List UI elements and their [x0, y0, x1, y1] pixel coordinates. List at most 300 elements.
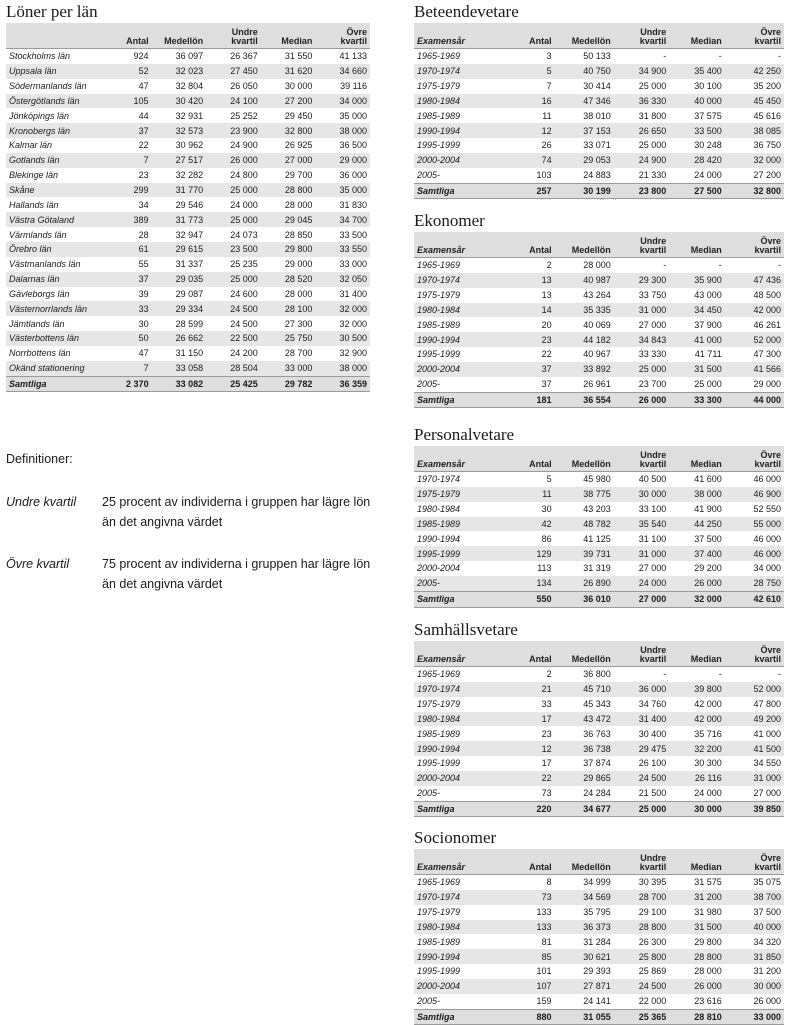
table-cell: 26 662	[152, 331, 207, 346]
row-label: Västmanlands län	[9, 259, 81, 270]
column-header: Medellön	[555, 641, 614, 667]
definition-text: 75 procent av individerna i gruppen har lägre lön än det angivna värdet	[102, 557, 371, 591]
row-label: Östergötlands län	[6, 94, 115, 109]
table-cell: 26 050	[230, 81, 258, 92]
row-label: 1990-1994	[414, 741, 514, 756]
table-cell: 30 248	[694, 140, 722, 151]
table-cell: 31 980	[694, 907, 722, 918]
table-row	[6, 301, 370, 316]
table-row	[414, 123, 784, 138]
row-label: Samtliga	[414, 801, 514, 817]
table-cell: 24 100	[206, 94, 261, 109]
row-label: 1975-1979	[417, 907, 461, 918]
table-cell: 30 000	[284, 81, 313, 92]
total-row	[414, 591, 784, 607]
table-cell: 48 782	[555, 517, 614, 532]
table-cell: 38 000	[669, 487, 725, 502]
table-cell: 31 575	[669, 875, 725, 890]
table-cell: 43 203	[583, 504, 611, 515]
table-cell: 47 346	[555, 94, 614, 109]
table-cell: 33 550	[315, 242, 370, 257]
table-cell: 880	[514, 1009, 555, 1025]
table-cell: 31 000	[614, 546, 670, 561]
table-cell: 30 100	[694, 81, 722, 92]
table-cell: 133	[536, 907, 552, 918]
table-cell: 23 700	[638, 379, 667, 390]
table-cell: 28 000	[284, 199, 313, 210]
table-cell: 73	[541, 788, 552, 799]
total-row	[414, 1009, 784, 1025]
table-cell: 29 000	[315, 153, 370, 168]
table-cell: 41 566	[725, 362, 784, 377]
table-row	[414, 332, 784, 347]
table-cell: 35 400	[669, 64, 725, 79]
table-cell: 24 500	[206, 301, 261, 316]
table-cell: 32 000	[339, 318, 367, 329]
table-cell: 29 000	[284, 259, 313, 270]
table-cell: -	[614, 667, 670, 682]
table-cell: 29 000	[753, 379, 781, 390]
table-cell: 389	[115, 212, 151, 227]
table-cell: 35 540	[614, 517, 670, 532]
table-cell: 31 000	[725, 771, 784, 786]
row-label: Örebro län	[6, 242, 115, 257]
table-row	[414, 994, 784, 1009]
table-cell: 36 330	[614, 94, 670, 109]
table-cell: 25 000	[206, 212, 261, 227]
table-cell: 28 800	[669, 949, 725, 964]
table-cell: 30 621	[555, 949, 614, 964]
table-cell: 32 282	[175, 170, 204, 181]
row-label: 1970-1974	[414, 273, 514, 288]
table-row	[414, 258, 784, 273]
table-cell: 27 000	[261, 153, 316, 168]
table-cell: 48 500	[753, 290, 781, 301]
table-cell: 24 200	[230, 348, 258, 359]
table-cell: 41 000	[669, 332, 725, 347]
column-header: Undre kvartil	[614, 641, 670, 667]
section-title: Socionomer	[414, 828, 497, 847]
row-label: 2000-2004	[414, 771, 514, 786]
table-cell: -	[725, 49, 784, 64]
row-label: Jönköpings län	[9, 110, 70, 121]
table-cell: 5	[514, 64, 555, 79]
table-cell: 29 475	[614, 741, 670, 756]
table-cell: 40 000	[669, 94, 725, 109]
table-cell: 40 987	[555, 273, 614, 288]
table-cell: 31 770	[152, 183, 207, 198]
table-cell: 34	[138, 199, 149, 210]
table-cell: 42 000	[725, 303, 784, 318]
table-row	[414, 288, 784, 303]
table-cell: 129	[514, 546, 555, 561]
table-cell: 36 800	[555, 667, 614, 682]
row-label: 1975-1979	[417, 699, 461, 710]
table-cell: 39 731	[555, 546, 614, 561]
table-cell: 45 343	[583, 699, 611, 710]
table-cell: 32 800	[725, 183, 784, 199]
table-cell: 257	[514, 183, 555, 199]
table-cell: 31 500	[669, 920, 725, 935]
table-cell: 36 359	[315, 376, 370, 392]
table-cell: 24 900	[230, 140, 258, 151]
table-cell: 46 900	[725, 487, 784, 502]
table-cell: 38 775	[555, 487, 614, 502]
table-cell: 105	[115, 94, 151, 109]
row-label: 1975-1979	[417, 290, 461, 301]
table-cell: 40 000	[725, 920, 784, 935]
table-cell: 101	[536, 966, 552, 977]
row-label: 2000-2004	[417, 563, 461, 574]
table-row	[414, 153, 784, 168]
table-cell: 32 023	[152, 64, 207, 79]
table-cell: 24 073	[230, 229, 258, 240]
table-cell: 26 000	[614, 392, 670, 408]
total-row	[414, 183, 784, 199]
table-cell: 7	[546, 81, 552, 92]
table-cell: 30	[541, 504, 552, 515]
table-cell: 36 500	[339, 140, 367, 151]
table-cell: 30 400	[638, 728, 667, 739]
table-cell: 47	[138, 348, 149, 359]
table-cell: 31 400	[614, 712, 670, 727]
table-cell: 41 711	[694, 349, 722, 360]
table-cell: 41 000	[753, 728, 781, 739]
table-cell: 52 000	[725, 332, 784, 347]
table-cell: 28 000	[694, 966, 722, 977]
table-row	[414, 49, 784, 64]
table-cell: 30	[138, 318, 149, 329]
table-cell: 42 000	[694, 699, 722, 710]
table-cell: 27 300	[284, 318, 313, 329]
row-label: 1995-1999	[417, 758, 461, 769]
table-cell: 27 500	[669, 183, 725, 199]
table-cell: 55	[138, 259, 149, 270]
row-label: 1995-1999	[417, 349, 461, 360]
table-row	[414, 303, 784, 318]
table-cell: 43 000	[694, 290, 722, 301]
row-label: Kalmar län	[9, 140, 53, 151]
table-cell: 24 000	[614, 576, 670, 591]
table-cell: 33 058	[152, 361, 207, 376]
table-cell: 29 865	[555, 771, 614, 786]
table-cell: 37	[115, 123, 151, 138]
table-cell: 38 000	[315, 361, 370, 376]
table-cell: 25 869	[638, 966, 667, 977]
table-cell: 25 000	[614, 801, 670, 817]
table-cell: 27 200	[261, 94, 316, 109]
table-cell: 34 550	[753, 758, 781, 769]
table-cell: 36 763	[583, 728, 611, 739]
section-title: Personalvetare	[414, 425, 515, 444]
table-cell: 34 450	[669, 303, 725, 318]
table-cell: 22	[514, 771, 555, 786]
table-row	[6, 272, 370, 287]
table-row	[6, 227, 370, 242]
table-cell: 81	[541, 936, 552, 947]
table-cell: 26 961	[583, 379, 611, 390]
table-cell: 23	[138, 170, 149, 181]
row-label: Norrbottens län	[9, 348, 71, 359]
table-cell: 23 500	[206, 242, 261, 257]
table-row	[6, 183, 370, 198]
table-cell: 28 800	[261, 183, 316, 198]
row-label: Västernorrlands län	[6, 301, 115, 316]
row-label: 1965-1969	[414, 49, 514, 64]
table-cell: 28 599	[175, 318, 204, 329]
table-cell: 35 200	[753, 81, 781, 92]
table-cell: 31 055	[555, 1009, 614, 1025]
table-cell: 25 000	[206, 183, 261, 198]
table-cell: 30 414	[583, 81, 611, 92]
table-row	[414, 317, 784, 332]
column-header: Median	[669, 849, 725, 875]
table-cell: 30 000	[725, 979, 784, 994]
table-cell: 52 550	[753, 504, 781, 515]
row-label: Dalarnas län	[6, 272, 115, 287]
table-cell: 28 750	[725, 576, 784, 591]
table-cell: 28 100	[261, 301, 316, 316]
table-cell: 26 000	[669, 979, 725, 994]
row-label: Västerbottens län	[6, 331, 115, 346]
table-cell: 45 450	[725, 94, 784, 109]
table-cell: 47 300	[753, 349, 781, 360]
table-row	[414, 94, 784, 109]
table-cell: 31 200	[669, 890, 725, 905]
row-label: 1990-1994	[414, 123, 514, 138]
table-cell: 30 300	[694, 758, 722, 769]
salary-table	[414, 849, 784, 1025]
table-cell: 30 500	[315, 331, 370, 346]
table-cell: 43 472	[555, 712, 614, 727]
definition-term: Undre kvartil	[6, 495, 77, 509]
header-row	[414, 232, 784, 258]
table-cell: 50 133	[555, 49, 614, 64]
column-header: Antal	[115, 23, 151, 49]
table-row	[6, 138, 370, 153]
table-cell: 29 300	[614, 273, 670, 288]
table-cell: 33	[541, 699, 552, 710]
table-cell: 38 085	[725, 123, 784, 138]
table-row	[414, 168, 784, 183]
table-cell: 29 045	[261, 212, 316, 227]
table-row	[414, 502, 784, 517]
table-cell: 37 500	[753, 907, 781, 918]
table-cell: 44 182	[555, 332, 614, 347]
column-header: Antal	[514, 232, 555, 258]
table-cell: 47 800	[753, 699, 781, 710]
table-row	[6, 123, 370, 138]
table-cell: 36 738	[555, 741, 614, 756]
beteendevetare-section	[414, 2, 784, 199]
table-row	[6, 168, 370, 183]
table-cell: 38 700	[725, 890, 784, 905]
table-cell: 26 116	[669, 771, 725, 786]
row-label: Västra Götaland	[6, 212, 115, 227]
table-cell: 23 800	[614, 183, 670, 199]
table-cell: 24 000	[694, 788, 722, 799]
table-row	[414, 979, 784, 994]
header-row	[6, 23, 370, 49]
table-row	[414, 561, 784, 576]
row-label: Södermanlands län	[9, 81, 87, 92]
table-cell: 29 334	[152, 301, 207, 316]
table-cell: 30 000	[669, 801, 725, 817]
table-cell: 32 050	[315, 272, 370, 287]
row-label: 2000-2004	[414, 153, 514, 168]
table-row	[414, 875, 784, 890]
section-title: Beteendevetare	[414, 2, 519, 21]
table-row	[414, 890, 784, 905]
table-cell: 45 980	[555, 472, 614, 487]
table-cell: 13	[541, 290, 552, 301]
table-cell: 31 400	[339, 288, 367, 299]
definitions	[6, 452, 376, 616]
table-cell: 181	[514, 392, 555, 408]
table-cell: -	[725, 667, 784, 682]
salary-table	[414, 232, 784, 408]
header-row	[414, 849, 784, 875]
row-label: Gotlands län	[6, 153, 115, 168]
column-header: Median	[261, 23, 316, 49]
table-row	[414, 949, 784, 964]
table-cell: 13	[514, 273, 555, 288]
table-cell: 25 425	[206, 376, 261, 392]
table-cell: 25 000	[638, 140, 667, 151]
table-cell: 17	[541, 758, 552, 769]
table-cell: 31 830	[339, 199, 367, 210]
table-cell: 28 520	[261, 272, 316, 287]
table-cell: 36 000	[614, 682, 670, 697]
header-row	[414, 446, 784, 472]
table-cell: 25 235	[230, 259, 258, 270]
table-cell: 41 133	[315, 49, 370, 64]
table-cell: 25 000	[614, 362, 670, 377]
row-label: 1980-1984	[414, 303, 514, 318]
row-label: Kronobergs län	[6, 123, 115, 138]
header-row	[414, 23, 784, 49]
column-header: Antal	[514, 23, 555, 49]
table-cell: 30 199	[555, 183, 614, 199]
column-header: Övre kvartil	[315, 23, 370, 49]
row-label: 1990-1994	[414, 949, 514, 964]
table-cell: 25 000	[638, 81, 667, 92]
column-header: Medellön	[555, 232, 614, 258]
table-cell: 34 677	[555, 801, 614, 817]
row-label: 1980-1984	[414, 920, 514, 935]
table-row	[6, 212, 370, 227]
table-cell: 25 000	[206, 272, 261, 287]
table-cell: 31 000	[614, 303, 670, 318]
table-cell: 26	[541, 140, 552, 151]
table-cell: 35 335	[555, 303, 614, 318]
table-cell: -	[669, 49, 725, 64]
table-cell: 33 500	[669, 123, 725, 138]
table-cell: 28 850	[284, 229, 313, 240]
table-cell: 299	[115, 183, 151, 198]
table-cell: 46 000	[753, 533, 781, 544]
table-cell: 14	[514, 303, 555, 318]
table-cell: 26 925	[284, 140, 313, 151]
table-cell: 47	[138, 81, 149, 92]
table-cell: 33 071	[583, 140, 611, 151]
column-header: Median	[669, 641, 725, 667]
row-label: Värmlands län	[9, 229, 67, 240]
table-cell: 134	[514, 576, 555, 591]
column-header: Undre kvartil	[206, 23, 261, 49]
column-header: Examensår	[414, 641, 514, 667]
table-cell: 17	[514, 712, 555, 727]
table-cell: 61	[115, 242, 151, 257]
column-header: Median	[669, 23, 725, 49]
table-cell: 34 569	[555, 890, 614, 905]
table-cell: 47 436	[725, 273, 784, 288]
table-cell: 50	[115, 331, 151, 346]
table-cell: 34 760	[638, 699, 667, 710]
row-label: 1980-1984	[414, 712, 514, 727]
row-label: 1990-1994	[417, 533, 461, 544]
table-cell: 32 573	[152, 123, 207, 138]
table-cell: 29 800	[261, 242, 316, 257]
row-label: 1965-1969	[414, 258, 514, 273]
column-header: Undre kvartil	[614, 232, 670, 258]
table-cell: 159	[536, 996, 552, 1007]
socionomer-section	[414, 828, 784, 1025]
table-cell: 29 087	[175, 288, 204, 299]
table-cell: 24 883	[583, 170, 611, 181]
table-cell: 29 450	[284, 110, 313, 121]
table-cell: 29 100	[638, 907, 667, 918]
row-label: 2005-	[417, 788, 441, 799]
table-cell: 29 800	[694, 936, 722, 947]
table-row	[414, 64, 784, 79]
table-cell: 27 200	[753, 170, 781, 181]
table-cell: 2	[514, 258, 555, 273]
table-row	[414, 517, 784, 532]
table-cell: 32 900	[339, 348, 367, 359]
table-cell: 36 750	[753, 140, 781, 151]
column-header: Medellön	[152, 23, 207, 49]
row-label: 1980-1984	[414, 94, 514, 109]
table-cell: 26 650	[614, 123, 670, 138]
row-label: 1965-1969	[414, 875, 514, 890]
table-cell: 37	[514, 362, 555, 377]
personalvetare-section	[414, 425, 784, 608]
table-cell: 43 264	[583, 290, 611, 301]
table-cell: 29 393	[583, 966, 611, 977]
table-cell: 28 420	[669, 153, 725, 168]
column-header: Undre kvartil	[614, 849, 670, 875]
table-cell: 41 600	[669, 472, 725, 487]
table-row	[414, 741, 784, 756]
table-cell: 34 000	[315, 94, 370, 109]
table-cell: 32 800	[261, 123, 316, 138]
table-cell: 31 850	[725, 949, 784, 964]
table-row	[414, 377, 784, 392]
table-cell: 34 843	[614, 332, 670, 347]
row-label: 1975-1979	[417, 81, 461, 92]
row-label: 1965-1969	[414, 667, 514, 682]
table-row	[6, 316, 370, 331]
row-label: 2000-2004	[414, 979, 514, 994]
table-cell: 37 900	[694, 319, 722, 330]
row-label: 1975-1979	[414, 487, 514, 502]
row-label: Stockholms län	[6, 49, 115, 64]
table-row	[414, 138, 784, 153]
table-cell: 29 546	[175, 199, 204, 210]
table-cell: 28 504	[206, 361, 261, 376]
table-row	[414, 472, 784, 487]
